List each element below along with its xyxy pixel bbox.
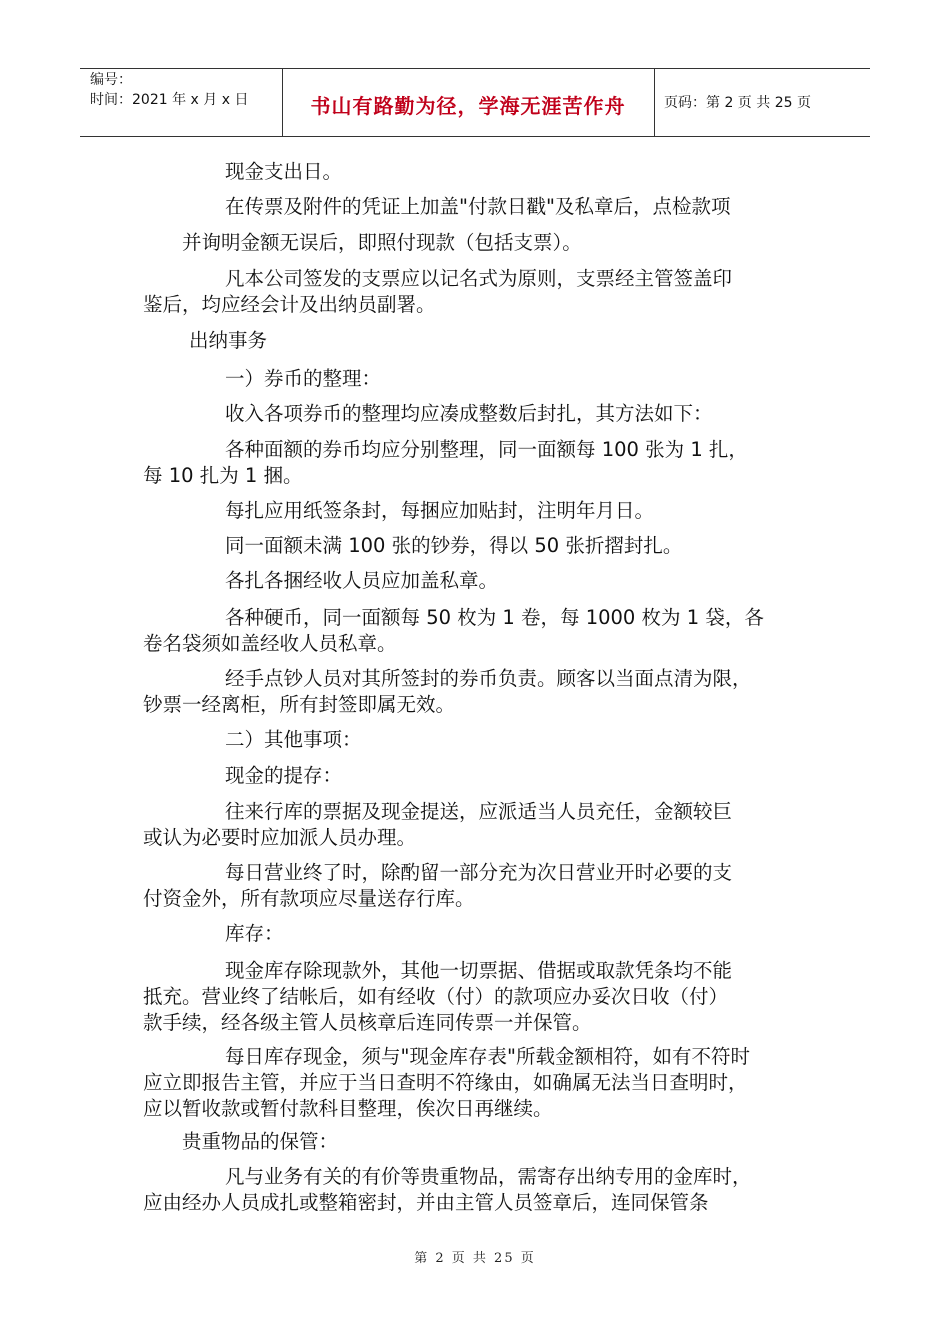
header-bottom-rule xyxy=(80,136,870,137)
paragraph-9: 每扎应用纸签条封，每捆应加贴封，注明年月日。 xyxy=(225,499,655,522)
header-top-rule xyxy=(80,68,870,69)
paragraph-4: 凡本公司签发的支票应以记名式为原则，支票经主管签盖印 鉴后，均应经会计及出纳员副署。 xyxy=(143,267,733,316)
section-heading-cashier-affairs: 出纳事务 xyxy=(189,329,268,352)
paragraph-10: 同一面额未满 100 张的钞券，得以 50 张折摺封扎。 xyxy=(225,534,683,557)
header-number-label: 编号： xyxy=(90,72,132,88)
subsection-heading-1: 一）券币的整理： xyxy=(225,367,382,390)
paragraph-2: 在传票及附件的凭证上加盖"付款日戳"及私章后，点检款项 xyxy=(225,195,731,218)
paragraph-13: 经手点钞人员对其所签封的券币负责。顾客以当面点清为限， 钞票一经离柜，所有封签即属无效。 xyxy=(143,667,752,716)
paragraph-16: 往来行库的票据及现金提送，应派适当人员充任，金额较巨 或认为必要时应加派人员办理。 xyxy=(143,800,733,849)
paragraph-15: 现金的提存： xyxy=(225,764,343,787)
paragraph-17: 每日营业终了时，除酌留一部分充为次日营业开时必要的支 付资金外，所有款项应尽量送存行库。 xyxy=(143,861,733,910)
paragraph-3: 并询明金额无误后，即照付现款（包括支票）。 xyxy=(182,231,582,254)
paragraph-22: 凡与业务有关的有价等贵重物品，需寄存出纳专用的金库时， 应由经办人员成扎或整箱密封，并由主管人员签章后，连同保管条 xyxy=(143,1165,752,1214)
header-page-code: 页码：第 2 页 共 25 页 xyxy=(664,95,811,111)
header-motto: 书山有路勤为径，学海无涯苦作舟 xyxy=(310,94,626,118)
subsection-heading-2: 二）其他事项： xyxy=(225,728,362,751)
paragraph-20: 每日库存现金，须与"现金库存表"所载金额相符，如有不符时 应立即报告主管，并应于当日查明不符缘由，如确属无法当日查明时， 应以暂收款或暂付款科目整理，俟次日再继续。 xyxy=(143,1045,750,1120)
paragraph-19: 现金库存除现款外，其他一切票据、借据或取款凭条均不能 抵充。营业终了结帐后，如有经收（付）的款项应办妥次日收（付） 款手续，经各级主管人员核章后连同传票一并保管。 xyxy=(143,959,733,1034)
header-time-label: 时间：2021 年 x 月 x 日 xyxy=(90,92,249,108)
paragraph-18: 库存： xyxy=(225,922,284,945)
footer-page-indicator: 第 2 页 共 25 页 xyxy=(414,1251,536,1266)
header-divider-right xyxy=(654,68,655,136)
paragraph-1: 现金支出日。 xyxy=(225,160,343,183)
paragraph-7: 收入各项券币的整理均应凑成整数后封扎，其方法如下： xyxy=(225,402,713,425)
paragraph-11: 各扎各捆经收人员应加盖私章。 xyxy=(225,569,499,592)
paragraph-12: 各种硬币，同一面额每 50 枚为 1 卷，每 1000 枚为 1 袋，各 卷名袋须如盖经收人员私章。 xyxy=(143,606,764,655)
paragraph-8: 各种面额的券币均应分别整理，同一面额每 100 张为 1 扎， 每 10 扎为 1 捆。 xyxy=(143,438,748,487)
paragraph-21: 贵重物品的保管： xyxy=(182,1130,339,1153)
